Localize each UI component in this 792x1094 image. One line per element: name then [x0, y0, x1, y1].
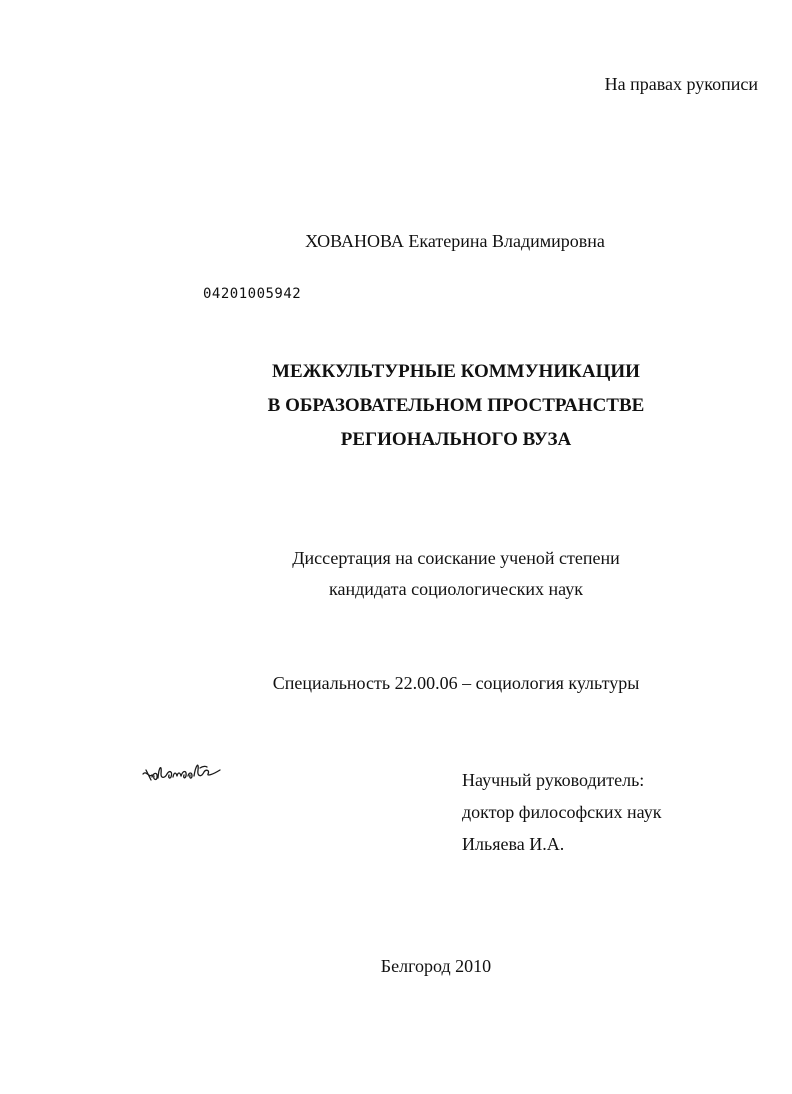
author-name: ХОВАНОВА Екатерина Владимировна [305, 231, 605, 251]
title-line: РЕГИОНАЛЬНОГО ВУЗА [340, 429, 572, 450]
scientific-advisor [462, 764, 662, 860]
catalog-number: 04201005942 [203, 286, 302, 302]
dissertation-title [0, 355, 792, 457]
specialty: Специальность 22.00.06 – социология культуры [272, 673, 640, 693]
title-line: МЕЖКУЛЬТУРНЫЕ КОММУНИКАЦИИ [272, 361, 640, 382]
rights-note: На правах рукописи [604, 74, 758, 94]
title-line: В ОБРАЗОВАТЕЛЬНОМ ПРОСТРАНСТВЕ [267, 395, 645, 416]
degree-line: Диссертация на соискание ученой степени [292, 548, 620, 568]
degree-statement [0, 543, 792, 605]
degree-line: кандидата социологических наук [329, 579, 583, 599]
advisor-line: доктор философских наук [462, 802, 662, 822]
city-year: Белгород 2010 [380, 956, 492, 976]
advisor-line: Научный руководитель: [462, 770, 645, 790]
advisor-line: Ильяева И.А. [462, 834, 565, 854]
author-signature [140, 756, 224, 792]
